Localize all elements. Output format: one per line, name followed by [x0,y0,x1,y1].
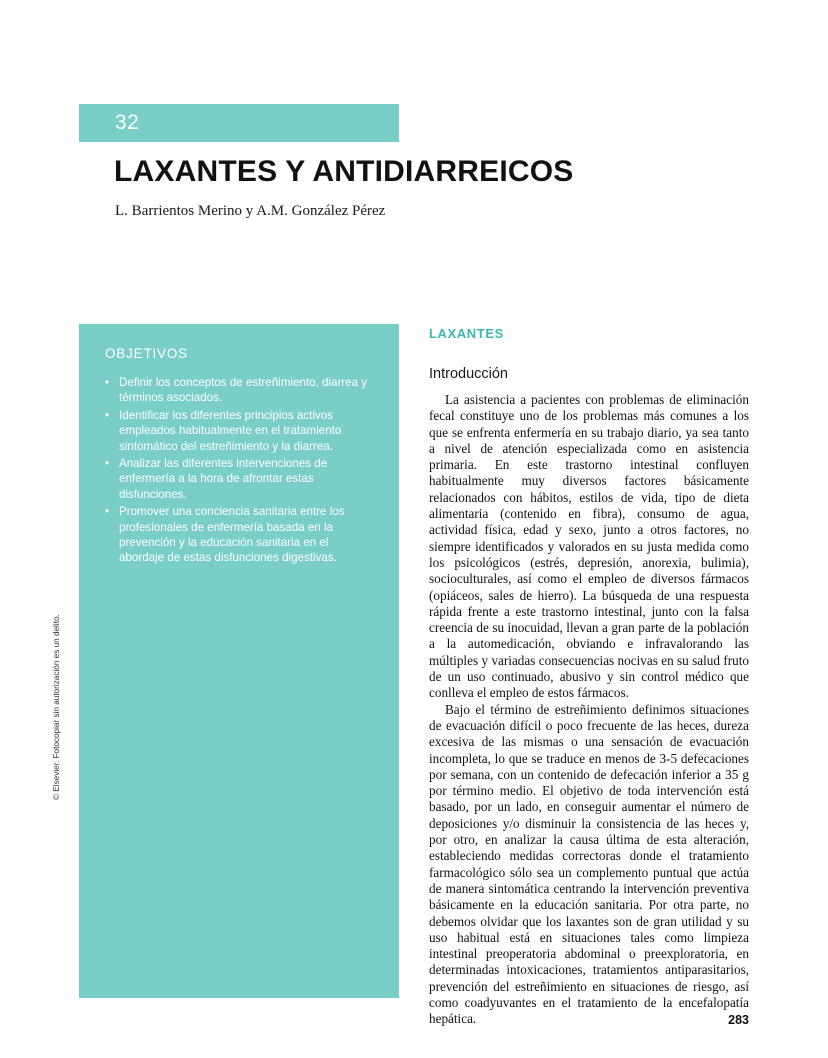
page-number: 283 [728,1013,749,1027]
list-item: • Identificar los diferentes principios activos empleados habitualmente en el tratamiento sintomático del estreñimiento y la diarrea. [105,408,373,454]
list-item: • Promover una conciencia sanitaria entre los profesionales de enfermería basada en la prevención y la educación sanitaria en el abordaje de estas disfunciones digestivas. [105,504,373,566]
subsection-heading-introduccion: Introducción [429,366,508,382]
objectives-list [105,375,373,566]
section-heading-laxantes: LAXANTES [429,326,504,341]
list-item: • Analizar las diferentes intervenciones de enfermería a la hora de afrontar estas disfunciones. [105,456,373,502]
page-title: LAXANTES Y ANTIDIARREICOS [114,155,574,188]
copyright-notice: © Elsevier. Fotocopiar sin autorización es un delito. [52,614,61,800]
paragraph: La asistencia a pacientes con problemas de eliminación fecal constituye uno de los problemas más comunes a los que se enfrenta enfermería en su trabajo diario, ya sea tanto a nivel de atención especializada como en asistencia primaria. En este trastorno intestinal confluyen habitualmente muy diversos factores básicamente relacionados con hábitos, estilos de vida, tipo de dieta alimentaria (contenido en fibra), consumo de agua, actividad física, edad y sexo, junto a otros factores, no siempre identificados y valorados en su justa medida como los psicológicos (estrés, depresión, anorexia, bulimia), socioculturales, así como el empleo de diversos fármacos (opiáceos, sales de hierro). La búsqueda de una respuesta rápida frente a este trastorno intestinal, junto con la falsa creencia de su inocuidad, llevan a gran parte de la población a la automedicación, obviando e infravalorando las múltiples y variadas consecuencias nocivas en su salud fruto de un uso continuado, abusivo y sin control médico que conlleva el empleo de estos fármacos. [429,392,749,701]
chapter-number: 32 [79,104,399,142]
body-text-column [429,392,749,1028]
chapter-authors: L. Barrientos Merino y A.M. González Pérez [115,203,386,219]
objectives-box [79,324,399,998]
objectives-heading: OBJETIVOS [105,346,188,361]
list-item: • Definir los conceptos de estreñimiento, diarrea y términos asociados. [105,375,373,406]
paragraph: Bajo el término de estreñimiento definimos situaciones de evacuación difícil o poco frecuente de las heces, dureza excesiva de las mismas o una sensación de evacuación incompleta, lo que se traduce en menos de 3-5 defecaciones por semana, con un contenido de defecación inferior a 35 g por término medio. El objetivo de toda intervención está basado, por un lado, en conseguir aumentar el número de deposiciones y/o disminuir la consistencia de las heces y, por otro, en analizar la causa última de esta alteración, estableciendo medidas correctoras donde el tratamiento farmacológico sólo sea un complemento puntual que actúa de manera sintomática centrando la intervención preventiva básicamente en la educación sanitaria. Por otra parte, no debemos olvidar que los laxantes son de gran utilidad y su uso habitual está en situaciones tales como limpieza intestinal preoperatoria abdominal o preexploratoria, en determinadas intoxicaciones, tratamientos antiparasitarios, prevención del estreñimiento en situaciones de riesgo, así como coadyuvantes en el tratamiento de la encefalopatía hepática. [429,701,749,1027]
